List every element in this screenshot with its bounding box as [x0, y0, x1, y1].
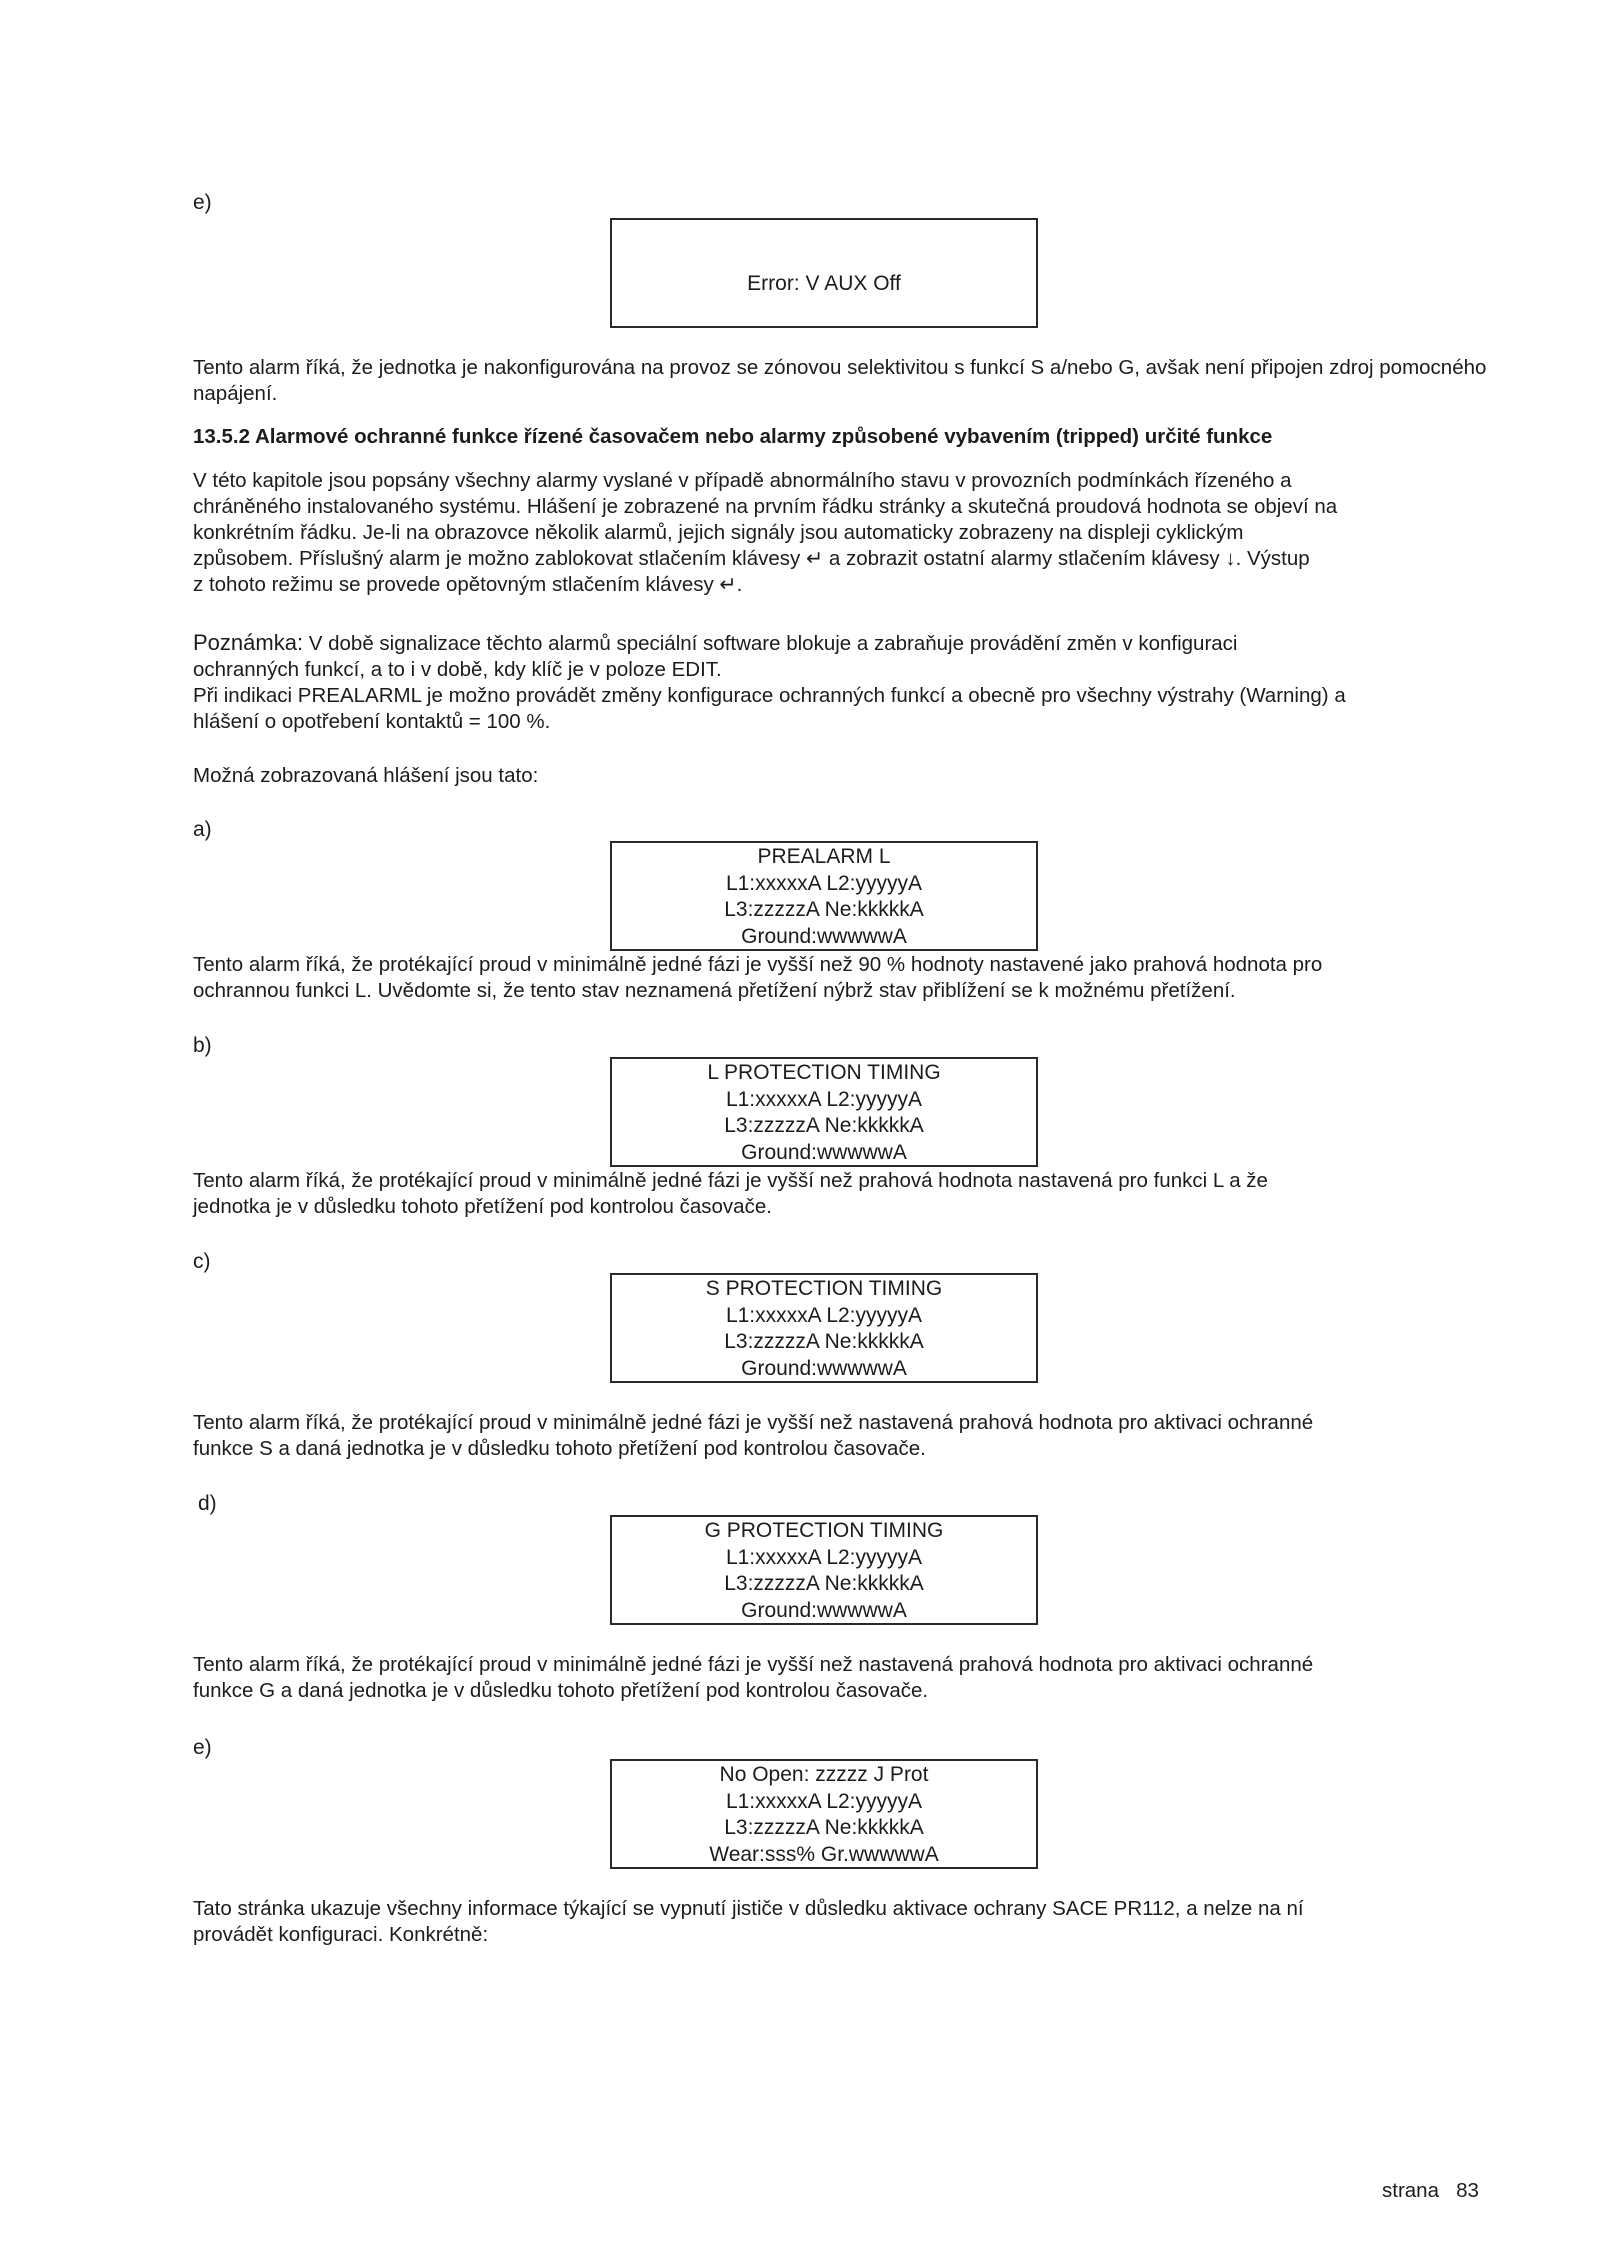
paragraph-d	[193, 1652, 1493, 1704]
display-line: L1:xxxxxA L2:yyyyyA	[725, 871, 923, 895]
text-line: V této kapitole jsou popsány všechny alarmy vyslané v případě abnormálního stavu v provozních podmínkách řízeného a	[193, 469, 1292, 492]
text-line: konkrétním řádku. Je-li na obrazovce několik alarmů, jejich signály jsou automaticky zobrazeny na displeji cyklickým	[193, 521, 1244, 544]
display-line: PREALARM L	[757, 845, 891, 868]
text-line: hlášení o opotřebení kontaktů = 100 %.	[193, 710, 551, 733]
text-line: jednotka je v důsledku tohoto přetížení pod kontrolou časovače.	[193, 1195, 772, 1218]
display-box-s-protection	[610, 1273, 1038, 1383]
display-line: No Open: zzzzz J Prot	[719, 1763, 929, 1786]
display-line: L3:zzzzzA Ne:kkkkkA	[724, 1816, 924, 1839]
display-box-g-protection	[610, 1515, 1038, 1625]
display-line: Ground:wwwwwA	[741, 924, 907, 948]
display-box-error	[610, 218, 1038, 328]
item-label-e-top: e)	[193, 191, 212, 214]
section-title: Alarmové ochranné funkce řízené časovačem nebo alarmy způsobené vybavením (tripped) určité funkce	[254, 425, 1273, 448]
paragraph-intro	[193, 468, 1493, 598]
display-line: Wear:sss% Gr.wwwwwA	[709, 1842, 939, 1866]
display-line: L1:xxxxxA L2:yyyyyA	[725, 1789, 923, 1813]
text-line: Při indikaci PREALARML je možno provádět změny konfigurace ochranných funkcí a obecně pro všechny výstrahy (Warning) a	[193, 684, 1346, 707]
text-line: z tohoto režimu se provede opětovným stlačením klávesy ↵.	[193, 573, 743, 596]
display-line: Ground:wwwwwA	[741, 1356, 907, 1380]
display-box-prealarm	[610, 841, 1038, 951]
display-line: G PROTECTION TIMING	[704, 1519, 944, 1542]
display-line: L3:zzzzzA Ne:kkkkkA	[724, 1114, 924, 1137]
item-label-c: c)	[193, 1250, 211, 1273]
display-box-l-protection	[610, 1057, 1038, 1167]
item-label-e-bottom: e)	[193, 1736, 212, 1759]
display-line: L1:xxxxxA L2:yyyyyA	[725, 1303, 923, 1327]
section-heading	[193, 424, 1493, 450]
paragraph-possible: Možná zobrazovaná hlášení jsou tato:	[193, 764, 539, 787]
paragraph-e	[193, 1896, 1493, 1948]
paragraph-note	[193, 630, 1493, 735]
page-number: 83	[1456, 2179, 1479, 2202]
note-lead: Poznámka:	[193, 630, 304, 655]
paragraph-b	[193, 1168, 1493, 1220]
display-line: L1:xxxxxA L2:yyyyyA	[725, 1087, 923, 1111]
display-line: L3:zzzzzA Ne:kkkkkA	[724, 1330, 924, 1353]
display-line: L1:xxxxxA L2:yyyyyA	[725, 1545, 923, 1569]
display-line: L3:zzzzzA Ne:kkkkkA	[724, 1572, 924, 1595]
item-label-a: a)	[193, 818, 212, 841]
text-line: Tento alarm říká, že protékající proud v minimálně jedné fázi je vyšší než nastavená prahová hodnota pro aktivaci ochranné	[193, 1653, 1314, 1676]
page-label: strana	[1382, 2179, 1439, 2202]
note-text: V době signalizace těchto alarmů speciální software blokuje a zabraňuje provádění změn v konfiguraci	[308, 632, 1238, 655]
text-line: provádět konfiguraci. Konkrétně:	[193, 1923, 489, 1946]
item-label-b: b)	[193, 1034, 212, 1057]
text-line: způsobem. Příslušný alarm je možno zablokovat stlačením klávesy ↵ a zobrazit ostatní alarmy stlačením klávesy ↓. Výstup	[193, 547, 1310, 570]
text-line: Tato stránka ukazuje všechny informace týkající se vypnutí jističe v důsledku aktivace ochrany SACE PR112, a nelze na ní	[193, 1897, 1304, 1920]
display-line: S PROTECTION TIMING	[705, 1277, 943, 1300]
paragraph-c	[193, 1410, 1493, 1462]
text-line: ochranných funkcí, a to i v době, kdy klíč je v poloze EDIT.	[193, 658, 722, 681]
text-line: Tento alarm říká, že protékající proud v minimálně jedné fázi je vyšší než 90 % hodnoty nastavené jako prahová hodnota pro	[193, 953, 1323, 976]
display-line: L3:zzzzzA Ne:kkkkkA	[724, 898, 924, 921]
text-line: Tento alarm říká, že protékající proud v minimálně jedné fázi je vyšší než nastavená prahová hodnota pro aktivaci ochranné	[193, 1411, 1314, 1434]
display-line: Ground:wwwwwA	[741, 1598, 907, 1622]
text-line: chráněného instalovaného systému. Hlášení je zobrazené na prvním řádku stránky a skutečná proudová hodnota se objeví na	[193, 495, 1338, 518]
display-line: L PROTECTION TIMING	[707, 1061, 941, 1084]
section-number: 13.5.2	[193, 425, 250, 448]
paragraph-a	[193, 952, 1493, 1004]
item-label-d: d)	[198, 1492, 217, 1515]
display-line: Error: V AUX Off	[747, 272, 901, 295]
paragraph-error: Tento alarm říká, že jednotka je nakonfigurována na provoz se zónovou selektivitou s funkcí S a/nebo G, avšak není připojen zdroj pomocného napájení.	[193, 356, 1487, 405]
text-line: Tento alarm říká, že protékající proud v minimálně jedné fázi je vyšší než prahová hodnota nastavená pro funkci L a že	[193, 1169, 1268, 1192]
text-line: funkce S a daná jednotka je v důsledku tohoto přetížení pod kontrolou časovače.	[193, 1437, 926, 1460]
text-line	[193, 630, 1493, 657]
display-line: Ground:wwwwwA	[741, 1140, 907, 1164]
display-box-no-open	[610, 1759, 1038, 1869]
page-footer	[1382, 2178, 1479, 2204]
text-line: funkce G a daná jednotka je v důsledku tohoto přetížení pod kontrolou časovače.	[193, 1679, 929, 1702]
text-line: ochrannou funkci L. Uvědomte si, že tento stav neznamená přetížení nýbrž stav přiblížení se k možnému přetížení.	[193, 979, 1236, 1002]
